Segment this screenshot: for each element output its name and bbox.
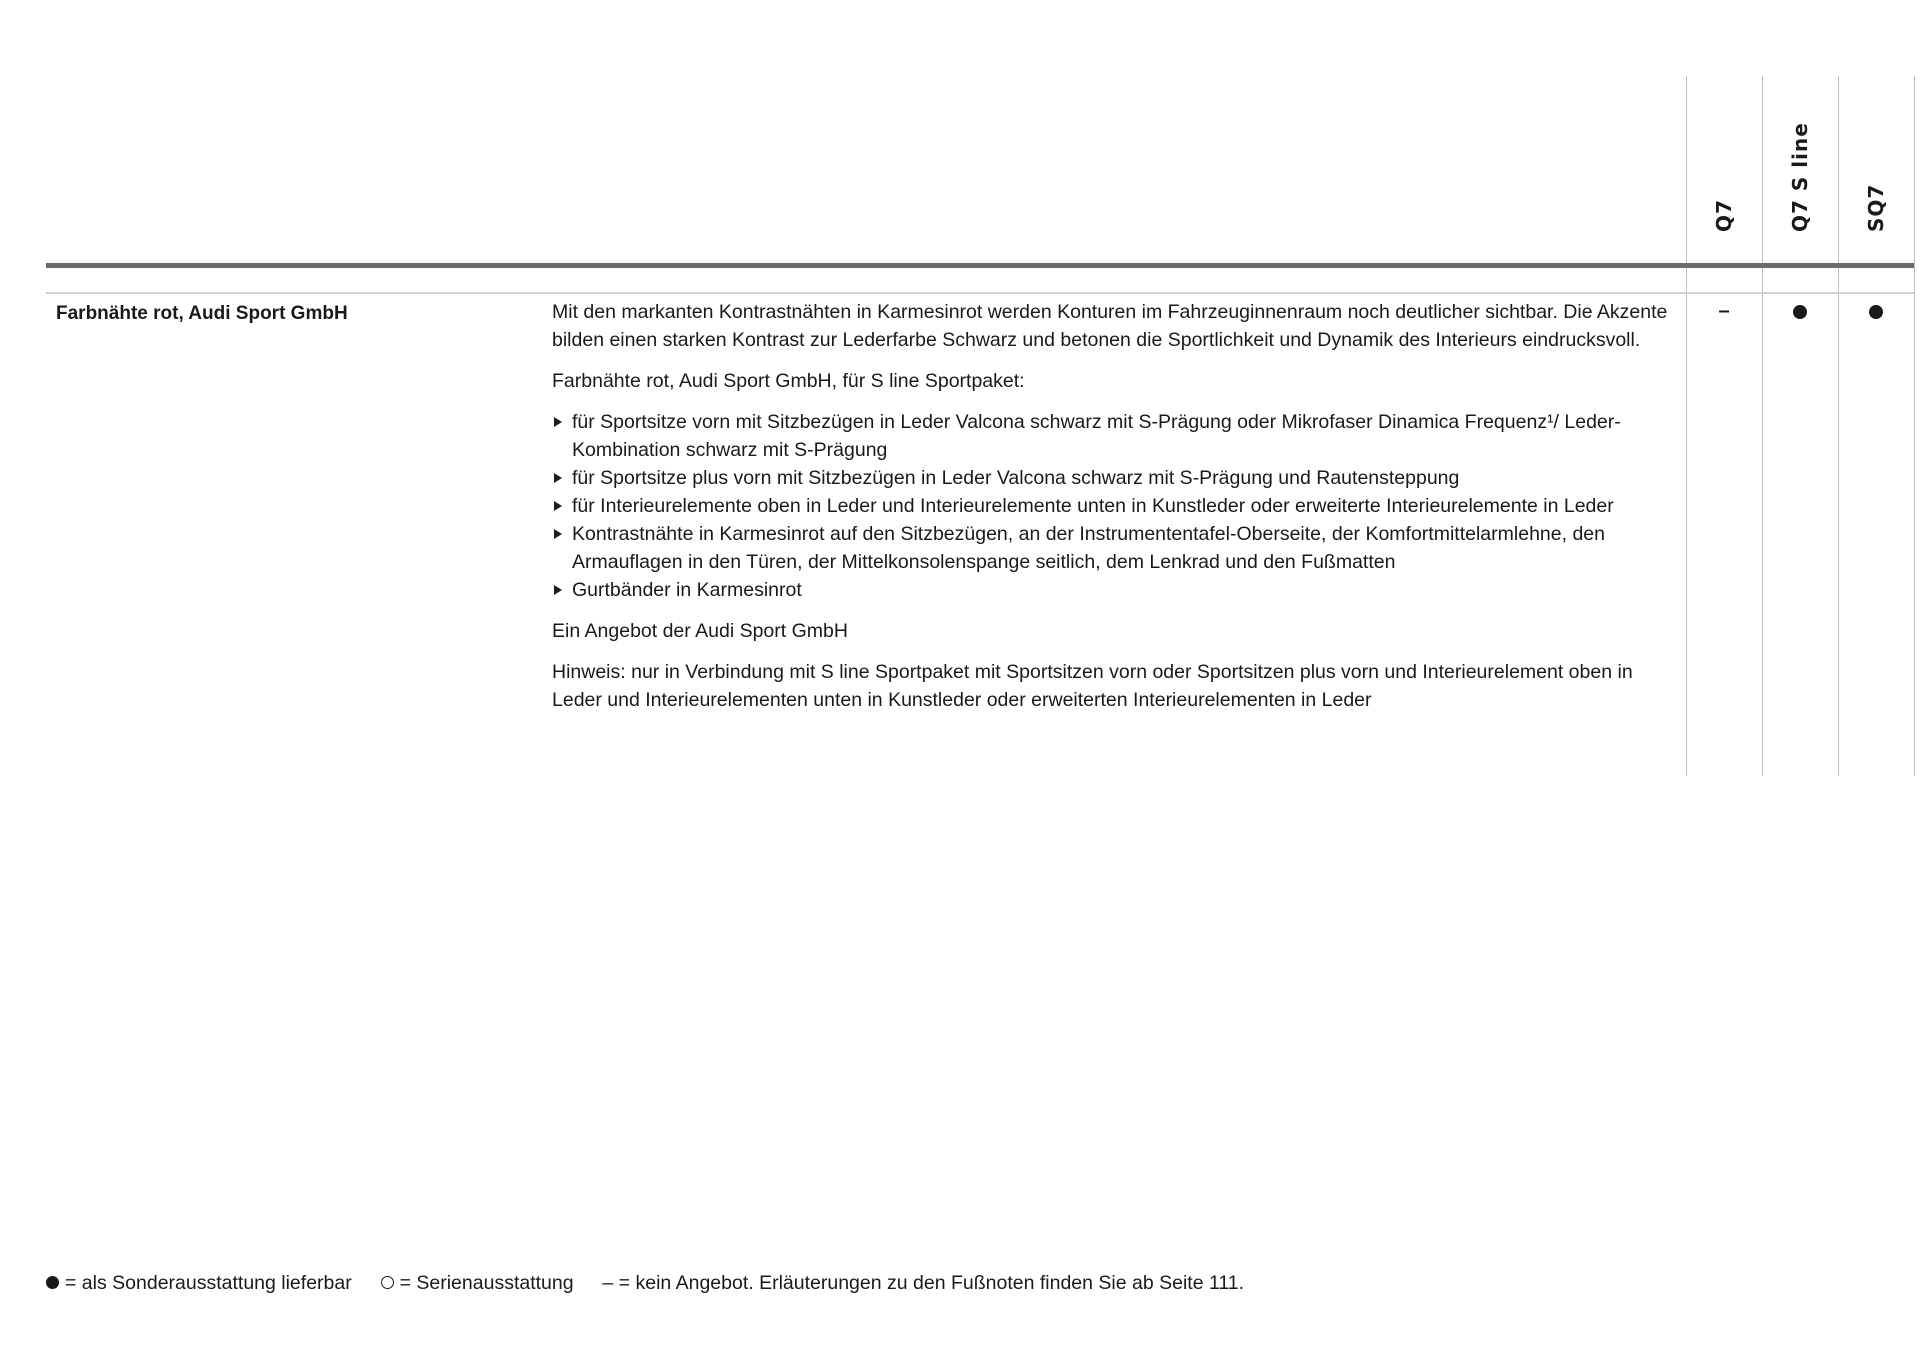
list-item-text: für Sportsitze vorn mit Sitzbezügen in Leder Valcona schwarz mit S-Prägung oder Mikrofaser Dinamica Frequenz¹/ Leder-Kombination schwarz mit S-Prägung: [572, 411, 1621, 461]
feature-title: Farbnähte rot, Audi Sport GmbH: [56, 303, 348, 324]
row-divider: [46, 292, 1914, 294]
column-header-q7-s-line: [1763, 74, 1837, 260]
legend-optional-text: = als Sonderausstattung lieferbar: [65, 1271, 352, 1294]
feature-description: [552, 298, 1677, 727]
availability-sq7: [1839, 298, 1913, 326]
list-item: [552, 520, 1677, 576]
description-intro: Mit den markanten Kontrastnähten in Karmesinrot werden Konturen im Fahrzeuginnenraum noch deutlicher sichtbar. Die Akzente bilden einen starken Kontrast zur Lederfarbe Schwarz und betonen die Sportlichkeit und Dynamik des Interieurs eindrucksvoll.: [552, 301, 1668, 351]
description-note: Hinweis: nur in Verbindung mit S line Sportpaket mit Sportsitzen vorn oder Sportsitzen plus vorn und Interieurelement oben in Leder und Interieurelementen unten in Kunstleder oder erweiterten Interieurelementen in Leder: [552, 661, 1633, 711]
list-item-text: für Interieurelemente oben in Leder und Interieurelemente unten in Kunstleder oder erweiterte Interieurelemente in Leder: [572, 495, 1614, 517]
column-divider: [1914, 76, 1915, 776]
legend-optional: [46, 1269, 352, 1297]
optional-filled-dot-icon: [1869, 305, 1883, 319]
header-divider: [46, 263, 1914, 268]
triangle-bullet-icon: [554, 585, 562, 595]
list-item: [552, 576, 1677, 604]
triangle-bullet-icon: [554, 501, 562, 511]
legend-standard: [381, 1269, 574, 1297]
list-item: [552, 492, 1677, 520]
list-item: [552, 408, 1677, 464]
column-header-label: Q7: [1712, 199, 1736, 232]
list-item-text: für Sportsitze plus vorn mit Sitzbezügen in Leder Valcona schwarz mit S-Prägung und Rautensteppung: [572, 467, 1460, 489]
column-header-sq7: [1839, 74, 1913, 260]
column-header-q7: [1687, 74, 1761, 260]
list-item: [552, 464, 1677, 492]
legend-standard-text: = Serienausstattung: [399, 1271, 574, 1294]
triangle-bullet-icon: [554, 529, 562, 539]
column-header-label: Q7 S line: [1788, 122, 1812, 232]
feature-bullet-list: [552, 408, 1677, 604]
column-header-label: SQ7: [1864, 183, 1888, 232]
triangle-bullet-icon: [554, 417, 562, 427]
optional-filled-dot-icon: [1793, 305, 1807, 319]
filled-dot-icon: [46, 1276, 59, 1289]
list-item-text: Kontrastnähte in Karmesinrot auf den Sitzbezügen, an der Instrumententafel-Oberseite, der Komfortmittelarmlehne, den Armauflagen in den Türen, der Mittelkonsolenspange seitlich, dem Lenkrad und den Fußmatten: [572, 523, 1605, 573]
triangle-bullet-icon: [554, 473, 562, 483]
description-offer: Ein Angebot der Audi Sport GmbH: [552, 620, 848, 642]
description-subheading: Farbnähte rot, Audi Sport GmbH, für S line Sportpaket:: [552, 370, 1025, 392]
list-item-text: Gurtbänder in Karmesinrot: [572, 579, 802, 601]
availability-q7-s-line: [1763, 298, 1837, 326]
open-circle-icon: [381, 1276, 394, 1289]
not-available-dash: –: [1718, 300, 1730, 322]
availability-q7: [1687, 298, 1761, 326]
legend: [46, 1268, 1244, 1297]
legend-none: – = kein Angebot. Erläuterungen zu den Fußnoten finden Sie ab Seite 111.: [602, 1271, 1245, 1294]
